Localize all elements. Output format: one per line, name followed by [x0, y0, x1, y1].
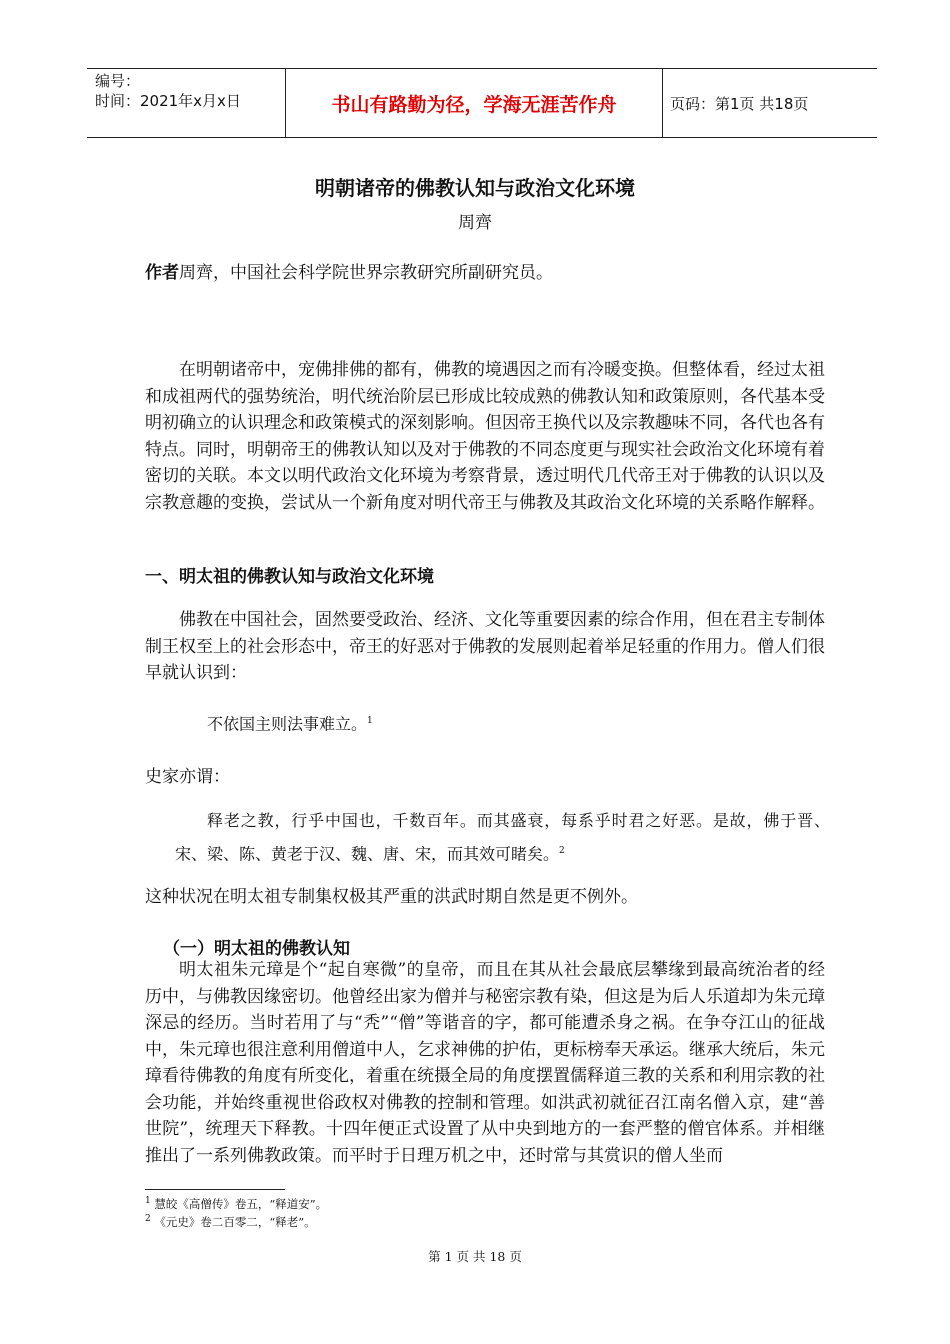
header-page-info: 页码：第1页 共18页 — [670, 94, 809, 113]
header-meta-cell — [87, 69, 285, 139]
document-header-table — [87, 68, 877, 138]
section-1-paragraph-2: 这种状况在明太祖专制集权极其严重的洪武时期自然是更不例外。 — [145, 887, 638, 907]
quote-2 — [175, 806, 830, 869]
subsection-1-paragraph-1: 明太祖朱元璋是个“起自寒微”的皇帝，而且在其从社会最底层攀缘到最高统治者的经历中，与佛教因缘密切。他曾经出家为僧并与秘密宗教有染，但这是为后人乐道却为朱元璋深忌的经历。当时若用了与“秃”“僧”等谐音的字，都可能遭杀身之祸。在争夺江山的征战中，朱元璋也很注意利用僧道中人，乞求神佛的护佑，更标榜奉天承运。继承大统后，朱元璋看待佛教的角度有所变化，着重在统摄全局的角度摆置儒释道三教的关系和利用宗教的社会功能，并始终重视世俗政权对佛教的控制和管理。如洪武初就征召江南名僧入京，建“善世院”，统理天下释教。十四年便正式设置了从中央到地方的一套严整的僧官体系。并相继推出了一系列佛教政策。而平时于日理万机之中，还时常与其赏识的僧人坐而 — [145, 960, 825, 1166]
section-1-paragraph-1: 佛教在中国社会，固然要受政治、经济、文化等重要因素的综合作用，但在君主专制体制王权至上的社会形态中，帝王的好恶对于佛教的发展则起着举足轻重的作用力。僧人们很早就认识到： — [145, 610, 825, 683]
author-bio-label: 作者 — [145, 263, 179, 283]
author-bio — [145, 258, 825, 283]
footnote-2-num: 2 — [145, 1214, 151, 1224]
footnote-1-text: 慧皎《高僧传》卷五，“释道安”。 — [154, 1196, 328, 1211]
footnote-ref-1: 1 — [367, 716, 373, 726]
section-1-heading: 一、明太祖的佛教认知与政治文化环境 — [145, 567, 434, 587]
footnote-2-text: 《元史》卷二百零二，“释老”。 — [154, 1214, 316, 1229]
quote-1 — [207, 706, 827, 739]
intro-paragraph: 在明朝诸帝中，宠佛排佛的都有，佛教的境遇因之而有冷暖变换。但整体看，经过太祖和成祖两代的强势统治，明代统治阶层已形成比较成熟的佛教认知和政策原则，各代基本受明初确立的认识理念和政策模式的深刻影响。但因帝王换代以及宗教趣味不同，各代也各有特点。同时，明朝帝王的佛教认知以及对于佛教的不同态度更与现实社会政治文化环境有着密切的关联。本文以明代政治文化环境为考察背景，透过明代几代帝王对于佛教的认识以及宗教意趣的变换，尝试从一个新角度对明代帝王与佛教及其政治文化环境的关系略作解释。 — [145, 360, 825, 513]
footnote-ref-2: 2 — [559, 846, 565, 856]
subsection-1-heading: （一）明太祖的佛教认知 — [163, 939, 350, 959]
quote-1-text: 不依国主则法事难立。 — [207, 714, 368, 734]
footnote-divider — [145, 1189, 285, 1190]
serial-label: 编号： — [95, 72, 141, 90]
document-title: 明朝诸帝的佛教认知与政治文化环境 — [315, 176, 635, 200]
header-motto: 书山有路勤为径，学海无涯苦作舟 — [285, 69, 663, 137]
document-author: 周齊 — [458, 213, 492, 233]
historian-intro: 史家亦谓： — [145, 767, 230, 787]
footnote-1 — [145, 1193, 327, 1212]
author-bio-text: 周齊，中国社会科学院世界宗教研究所副研究员。 — [179, 263, 553, 283]
footnote-2 — [145, 1211, 316, 1230]
page-number-footer: 第 1 页 共 18 页 — [428, 1249, 522, 1264]
time-label: 时间：2021年x月x日 — [95, 92, 241, 110]
footnote-1-num: 1 — [145, 1196, 151, 1206]
quote-2-text: 释老之教，行乎中国也，千数百年。而其盛衰，每系乎时君之好恶。是故，佛于晋、宋、梁、陈、黄老于汉、魏、唐、宋，而其效可睹矣。 — [175, 811, 830, 864]
